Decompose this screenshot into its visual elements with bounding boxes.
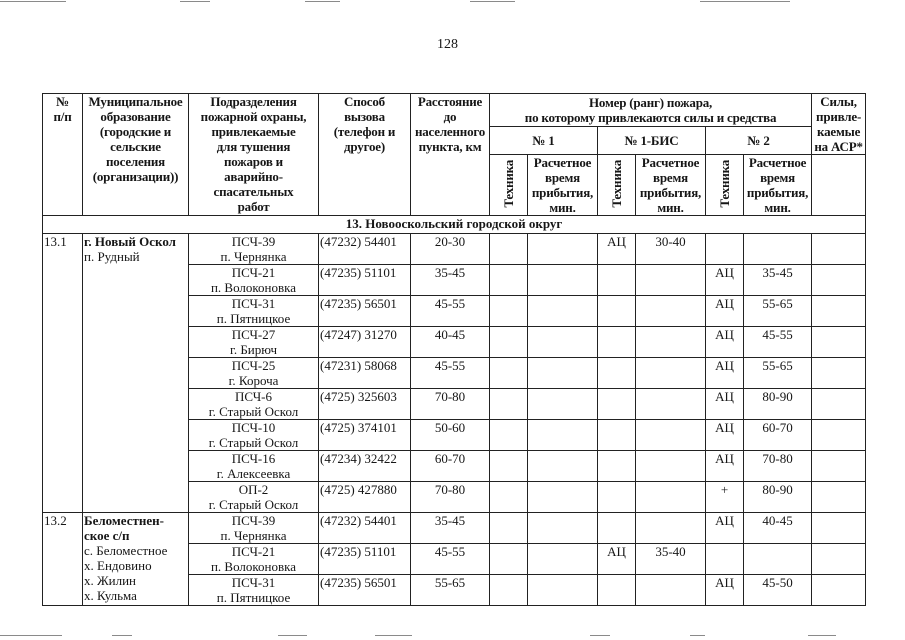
fire-unit-name: ОП-2 [238, 482, 269, 497]
header-asr-forces: Силы, привле- каемые на АСР* [812, 94, 866, 155]
distance-km: 55-65 [411, 575, 490, 606]
municipality-name: Беломестнен- ское с/п [84, 513, 164, 543]
scan-edge-line [112, 635, 132, 636]
table-row [43, 513, 866, 544]
rank1-equipment [490, 544, 528, 575]
rank1bis-equipment [598, 265, 636, 296]
asr-forces [812, 482, 866, 513]
rank1-equipment [490, 389, 528, 420]
rank2-equipment [706, 234, 744, 265]
fire-unit [189, 451, 319, 482]
fire-unit-location: п. Чернянка [220, 528, 287, 543]
rank1-arrival-time [528, 482, 598, 513]
municipality-name: г. Новый Оскол [84, 234, 176, 249]
asr-forces [812, 544, 866, 575]
scan-edge-line [0, 1, 66, 2]
header-fire-rank: Номер (ранг) пожара, по которому привлекаются силы и средства [490, 94, 812, 127]
asr-forces [812, 420, 866, 451]
rank1-arrival-time [528, 234, 598, 265]
fire-unit-location: п. Пятницкое [216, 590, 291, 605]
header-call-method: Способ вызова (телефон и другое) [319, 94, 411, 216]
header-distance: Расстояние до населенного пункта, км [411, 94, 490, 216]
fire-unit-location: п. Пятницкое [216, 311, 291, 326]
call-phone: (47235) 51101 [319, 265, 411, 296]
rank2-equipment: АЦ [706, 420, 744, 451]
fire-unit [189, 234, 319, 265]
row-number: 13.1 [43, 234, 83, 513]
fire-unit [189, 327, 319, 358]
municipality [83, 513, 189, 606]
header-rank-1-bis-equipment [598, 155, 636, 216]
fire-unit-location: г. Старый Оскол [208, 435, 299, 450]
scan-edge-line [590, 635, 610, 636]
call-phone: (47232) 54401 [319, 513, 411, 544]
fire-unit-name: ПСЧ-10 [231, 420, 276, 435]
fire-unit [189, 389, 319, 420]
fire-unit-name: ПСЧ-21 [231, 544, 276, 559]
distance-km: 50-60 [411, 420, 490, 451]
rank2-equipment: АЦ [706, 358, 744, 389]
rank2-arrival-time: 80-90 [744, 389, 812, 420]
rank2-arrival-time: 55-65 [744, 358, 812, 389]
fire-unit [189, 575, 319, 606]
rank1bis-equipment [598, 358, 636, 389]
header-rank-2-arrival-time: Расчетное время прибытия, мин. [744, 155, 812, 216]
rank1bis-equipment: АЦ [598, 544, 636, 575]
rank2-arrival-time: 70-80 [744, 451, 812, 482]
rank1-arrival-time [528, 544, 598, 575]
distance-km: 45-55 [411, 296, 490, 327]
header-number: № п/п [43, 94, 83, 216]
asr-forces [812, 358, 866, 389]
rank1-equipment [490, 420, 528, 451]
rank2-equipment: АЦ [706, 296, 744, 327]
scan-edge-line [700, 1, 790, 2]
rank1bis-equipment [598, 575, 636, 606]
rank1bis-equipment [598, 420, 636, 451]
rank2-equipment: АЦ [706, 327, 744, 358]
fire-unit-location: п. Волоконовка [210, 559, 297, 574]
fire-unit-location: г. Алексеевка [216, 466, 291, 481]
rank1bis-arrival-time [636, 358, 706, 389]
fire-unit-name: ПСЧ-31 [231, 575, 276, 590]
fire-unit-name: ПСЧ-31 [231, 296, 276, 311]
rank1-arrival-time [528, 389, 598, 420]
rank1-equipment [490, 451, 528, 482]
header-rank-1-bis: № 1-БИС [598, 127, 706, 155]
call-phone: (4725) 374101 [319, 420, 411, 451]
fire-unit [189, 265, 319, 296]
rank1-arrival-time [528, 513, 598, 544]
rank2-equipment [706, 544, 744, 575]
rank1bis-equipment [598, 482, 636, 513]
header-rank-2-equipment [706, 155, 744, 216]
table-row [43, 234, 866, 265]
fire-unit-location: п. Волоконовка [210, 280, 297, 295]
rank1-equipment [490, 513, 528, 544]
fire-unit-name: ПСЧ-39 [231, 234, 276, 249]
header-municipality: Муниципальное образование (городские и сельские поселения (организации)) [83, 94, 189, 216]
rank1-arrival-time [528, 327, 598, 358]
asr-forces [812, 513, 866, 544]
municipality-settlements: п. Рудный [84, 249, 140, 264]
rank2-equipment: АЦ [706, 575, 744, 606]
distance-km: 60-70 [411, 451, 490, 482]
scan-edge-line [180, 1, 210, 2]
header-asr-empty-cell [812, 155, 866, 216]
header-row [43, 94, 866, 127]
rank2-arrival-time: 45-55 [744, 327, 812, 358]
fire-unit-name: ПСЧ-6 [234, 389, 272, 404]
asr-forces [812, 451, 866, 482]
fire-unit-name: ПСЧ-27 [231, 327, 276, 342]
rank1bis-arrival-time [636, 482, 706, 513]
asr-forces [812, 265, 866, 296]
rank1-arrival-time [528, 451, 598, 482]
fire-forces-table [42, 93, 866, 606]
header-rank-2: № 2 [706, 127, 812, 155]
scan-edge-line [278, 635, 307, 636]
rank1-arrival-time [528, 420, 598, 451]
rank2-equipment: АЦ [706, 451, 744, 482]
rank1-equipment [490, 234, 528, 265]
fire-unit [189, 482, 319, 513]
call-phone: (4725) 325603 [319, 389, 411, 420]
call-phone: (47235) 56501 [319, 296, 411, 327]
call-phone: (47231) 58068 [319, 358, 411, 389]
scan-edge-line [470, 1, 515, 2]
asr-forces [812, 575, 866, 606]
distance-km: 35-45 [411, 513, 490, 544]
rank1bis-arrival-time: 35-40 [636, 544, 706, 575]
call-phone: (47247) 31270 [319, 327, 411, 358]
asr-forces [812, 234, 866, 265]
call-phone: (47234) 32422 [319, 451, 411, 482]
distance-km: 45-55 [411, 544, 490, 575]
fire-unit-name: ПСЧ-16 [231, 451, 276, 466]
scan-edge-line [808, 635, 836, 636]
distance-km: 20-30 [411, 234, 490, 265]
rank2-equipment: АЦ [706, 513, 744, 544]
rank1-equipment [490, 296, 528, 327]
rank1-equipment [490, 575, 528, 606]
rank1bis-arrival-time [636, 575, 706, 606]
distance-km: 35-45 [411, 265, 490, 296]
fire-unit-name: ПСЧ-25 [231, 358, 276, 373]
fire-unit [189, 358, 319, 389]
rank1-equipment [490, 482, 528, 513]
distance-km: 70-80 [411, 389, 490, 420]
rank2-equipment: + [706, 482, 744, 513]
fire-unit [189, 296, 319, 327]
rank1bis-arrival-time [636, 265, 706, 296]
asr-forces [812, 389, 866, 420]
asr-forces [812, 296, 866, 327]
rank1bis-arrival-time [636, 513, 706, 544]
rank1-arrival-time [528, 358, 598, 389]
rank1bis-arrival-time [636, 451, 706, 482]
header-equipment-label: Техника [501, 159, 516, 208]
fire-unit-location: г. Бирюч [229, 342, 278, 357]
rank2-arrival-time: 55-65 [744, 296, 812, 327]
table-header [43, 94, 866, 216]
header-rank-1-bis-arrival-time: Расчетное время прибытия, мин. [636, 155, 706, 216]
rank1-arrival-time [528, 575, 598, 606]
call-phone: (47235) 56501 [319, 575, 411, 606]
rank2-arrival-time: 80-90 [744, 482, 812, 513]
fire-unit-name: ПСЧ-21 [231, 265, 276, 280]
fire-unit-location: г. Старый Оскол [208, 404, 299, 419]
fire-unit-location: п. Чернянка [220, 249, 287, 264]
distance-km: 40-45 [411, 327, 490, 358]
rank1-arrival-time [528, 296, 598, 327]
header-rank-1-arrival-time: Расчетное время прибытия, мин. [528, 155, 598, 216]
rank2-equipment: АЦ [706, 265, 744, 296]
rank1bis-equipment [598, 296, 636, 327]
rank2-arrival-time [744, 544, 812, 575]
header-rank-1-equipment [490, 155, 528, 216]
scan-edge-line [375, 635, 412, 636]
call-phone: (47232) 54401 [319, 234, 411, 265]
rank1bis-equipment [598, 513, 636, 544]
rank1bis-arrival-time: 30-40 [636, 234, 706, 265]
municipality-settlements: с. Беломестное х. Ендовино х. Жилин х. Кульма [84, 543, 168, 603]
distance-km: 45-55 [411, 358, 490, 389]
fire-unit-name: ПСЧ-39 [231, 513, 276, 528]
rank1bis-arrival-time [636, 327, 706, 358]
scan-edge-line [0, 635, 62, 636]
municipality [83, 234, 189, 513]
fire-unit [189, 420, 319, 451]
section-row [43, 216, 866, 234]
rank1bis-equipment [598, 451, 636, 482]
header-rank-1: № 1 [490, 127, 598, 155]
fire-unit-location: г. Короча [228, 373, 279, 388]
fire-unit [189, 544, 319, 575]
table-body [43, 216, 866, 606]
header-equipment-label: Техника [609, 159, 624, 208]
rank2-arrival-time [744, 234, 812, 265]
scan-edge-line [305, 1, 340, 2]
fire-unit [189, 513, 319, 544]
rank2-equipment: АЦ [706, 389, 744, 420]
fire-unit-location: г. Старый Оскол [208, 497, 299, 512]
header-equipment-label: Техника [717, 159, 732, 208]
header-fire-units: Подразделения пожарной охраны, привлекаемые для тушения пожаров и аварийно- спасательных работ [189, 94, 319, 216]
call-phone: (4725) 427880 [319, 482, 411, 513]
rank1-arrival-time [528, 265, 598, 296]
page-number: 128 [437, 37, 458, 52]
rank1-equipment [490, 358, 528, 389]
call-phone: (47235) 51101 [319, 544, 411, 575]
rank2-arrival-time: 60-70 [744, 420, 812, 451]
rank1bis-arrival-time [636, 389, 706, 420]
rank1bis-equipment [598, 389, 636, 420]
section-title: 13. Новооскольский городской округ [43, 216, 866, 234]
distance-km: 70-80 [411, 482, 490, 513]
rank1bis-equipment: АЦ [598, 234, 636, 265]
rank2-arrival-time: 45-50 [744, 575, 812, 606]
rank1bis-arrival-time [636, 420, 706, 451]
rank1-equipment [490, 265, 528, 296]
rank1-equipment [490, 327, 528, 358]
rank1bis-arrival-time [636, 296, 706, 327]
asr-forces [812, 327, 866, 358]
row-number: 13.2 [43, 513, 83, 606]
rank1bis-equipment [598, 327, 636, 358]
rank2-arrival-time: 35-45 [744, 265, 812, 296]
scan-edge-line [690, 635, 705, 636]
rank2-arrival-time: 40-45 [744, 513, 812, 544]
